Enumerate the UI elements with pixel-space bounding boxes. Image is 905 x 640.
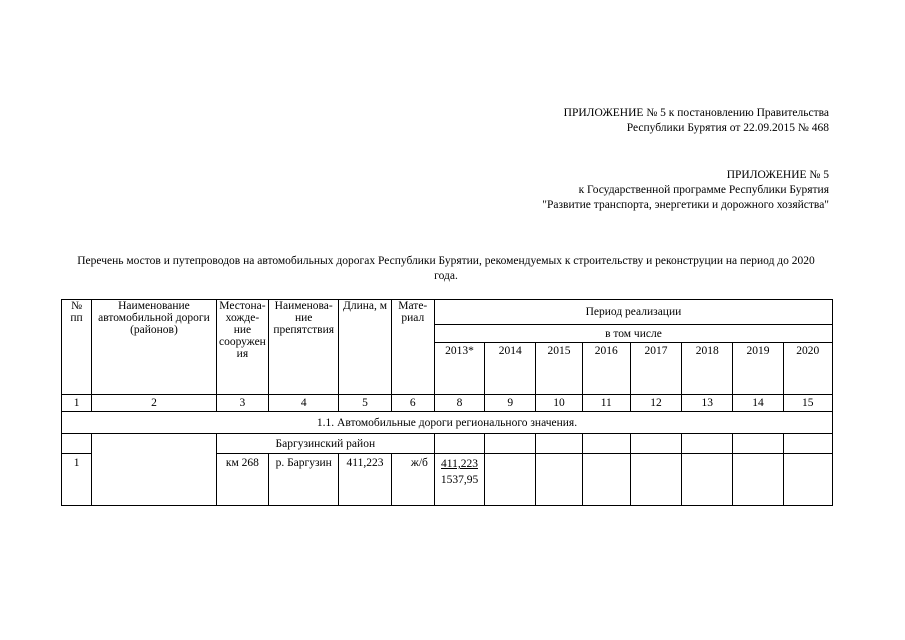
column-number: 4	[269, 395, 339, 412]
header-period: Период реализации	[434, 300, 832, 325]
table-row	[62, 454, 833, 506]
empty-cell	[630, 454, 681, 506]
column-number: 15	[783, 395, 832, 412]
header-road: Наименование автомобильной дороги (районов)	[92, 300, 217, 395]
header-line: ПРИЛОЖЕНИЕ № 5	[726, 169, 829, 181]
year-2013-length: 411,223	[441, 458, 478, 470]
empty-cell	[434, 434, 484, 454]
column-number: 14	[733, 395, 783, 412]
road-name	[92, 454, 217, 506]
empty-cell	[92, 434, 217, 454]
header-year: 2013*	[434, 343, 484, 395]
column-number: 9	[485, 395, 536, 412]
row-number: 1	[62, 454, 92, 506]
obstacle-name: р. Баргузин	[269, 454, 339, 506]
header-material: Мате-риал	[391, 300, 434, 395]
column-number: 13	[682, 395, 733, 412]
column-number: 11	[582, 395, 630, 412]
header-location: Местона-хожде-ние сооружен ия	[216, 300, 268, 395]
empty-cell	[485, 434, 536, 454]
column-number: 3	[216, 395, 268, 412]
column-number: 10	[536, 395, 582, 412]
empty-cell	[733, 454, 783, 506]
empty-cell	[783, 454, 832, 506]
column-number: 5	[339, 395, 391, 412]
length-value: 411,223	[339, 454, 391, 506]
empty-cell	[536, 454, 582, 506]
empty-cell	[783, 434, 832, 454]
header-year: 2017	[630, 343, 681, 395]
empty-cell	[582, 454, 630, 506]
column-number: 6	[391, 395, 434, 412]
year-2013-cost: 1537,95	[440, 474, 479, 486]
column-number: 8	[434, 395, 484, 412]
empty-cell	[62, 434, 92, 454]
header-obstacle: Наименова-ние препятствия	[269, 300, 339, 395]
appendix-header-resolution	[564, 106, 829, 136]
title-line: Перечень мостов и путепроводов на автомобильных дорогах Республики Бурятии, рекомендуемых к строительству и реконструции на период до 2020	[77, 255, 815, 267]
header-year: 2018	[682, 343, 733, 395]
column-number: 2	[92, 395, 217, 412]
column-number: 12	[630, 395, 681, 412]
empty-cell	[536, 434, 582, 454]
empty-cell	[682, 434, 733, 454]
header-including: в том числе	[434, 325, 832, 343]
section-heading: 1.1. Автомобильные дороги регионального значения.	[62, 412, 833, 434]
bridges-table	[61, 299, 833, 506]
document-title	[60, 254, 832, 284]
empty-cell	[630, 434, 681, 454]
material-value: ж/б	[391, 454, 434, 506]
year-2013-cell	[434, 454, 484, 506]
header-year: 2014	[485, 343, 536, 395]
empty-cell	[682, 454, 733, 506]
header-line: ПРИЛОЖЕНИЕ № 5 к постановлению Правительства	[563, 107, 829, 119]
empty-cell	[485, 454, 536, 506]
header-line: "Развитие транспорта, энергетики и дорожного хозяйства"	[542, 199, 829, 211]
district-name: Баргузинский район	[216, 434, 434, 454]
header-year: 2020	[783, 343, 832, 395]
header-year: 2015	[536, 343, 582, 395]
header-year: 2016	[582, 343, 630, 395]
column-number: 1	[62, 395, 92, 412]
empty-cell	[582, 434, 630, 454]
structure-location: км 268	[216, 454, 268, 506]
appendix-header-program	[542, 168, 829, 213]
empty-cell	[733, 434, 783, 454]
header-line: Республики Бурятия от 22.09.2015 № 468	[626, 122, 829, 134]
header-year: 2019	[733, 343, 783, 395]
header-num: № пп	[62, 300, 92, 395]
header-length: Длина, м	[339, 300, 391, 395]
header-line: к Государственной программе Республики Бурятия	[578, 184, 829, 196]
title-line: года.	[434, 270, 458, 282]
